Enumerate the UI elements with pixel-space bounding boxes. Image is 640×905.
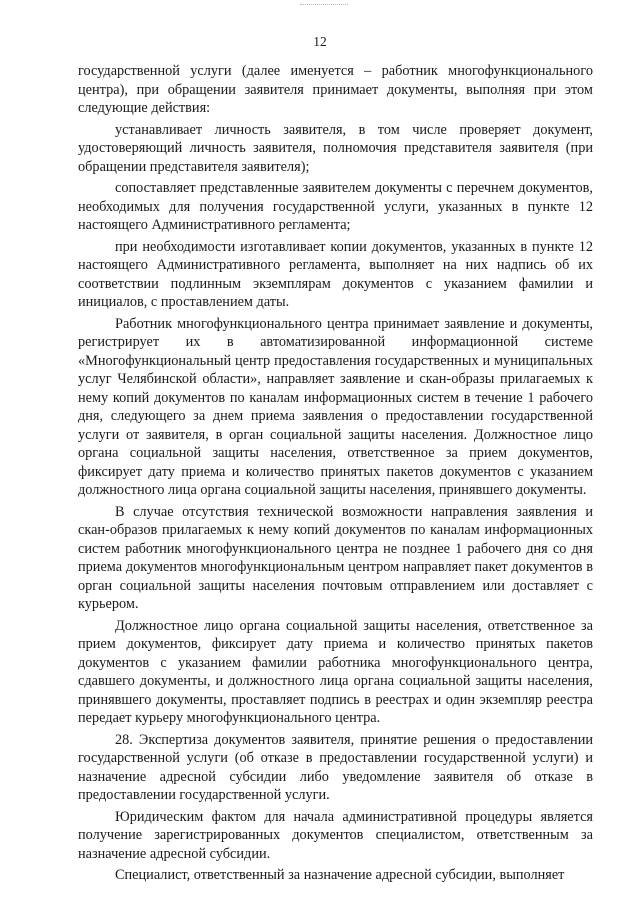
- scan-artifact: [300, 4, 348, 9]
- paragraph-official-records: Должностное лицо органа социальной защиты населения, ответственное за прием документов, фиксирует дату приема и количество принятых пакетов документов с указанием фамилии работника многофункционального центра, сдавшего документы, и должностного лица органа социальной защиты населения, принявшего документы, проставляет подпись в реестрах и один экземпляр реестра передает курьеру многофункционального центра.: [78, 617, 593, 726]
- paragraph-identity-check: устанавливает личность заявителя, в том числе проверяет документ, удостоверяющий личность заявителя, полномочия представителя заявителя (при обращении представителя заявителя);: [78, 121, 593, 175]
- paragraph-specialist: Специалист, ответственный за назначение адресной субсидии, выполняет: [115, 867, 565, 883]
- page-number: 12: [313, 34, 327, 49]
- paragraph-section-28: 28. Экспертиза документов заявителя, принятие решения о предоставлении государственной услуги (об отказе в предоставлении государственной услуги) и назначение адресной субсидии либо уведомление заявителя об отказе в предоставлении государственной услуги.: [78, 731, 593, 803]
- paragraph-legal-fact: Юридическим фактом для начала административной процедуры является получение зарегистрированных документов специалистом, ответственным за назначение адресной субсидии.: [78, 808, 593, 862]
- paragraph-make-copies: при необходимости изготавливает копии документов, указанных в пункте 12 настоящего Административного регламента, выполняет на них надпись об их соответствии подлинным экземплярам документов с указанием фамилии и инициалов, с проставлением даты.: [78, 238, 593, 310]
- document-body: [78, 62, 593, 888]
- paragraph-compare-documents: сопоставляет представленные заявителем документы с перечнем документов, необходимых для получения государственной услуги, указанных в пункте 12 настоящего Административного регламента;: [78, 180, 593, 233]
- paragraph-no-technical-possibility: В случае отсутствия технической возможности направления заявления и скан-образов прилагаемых к нему копий документов по каналам информационных систем работник многофункционального центра не позднее 1 рабочего дня со дня приема документов многофункциональным центром направляет пакет документов в орган социальной защиты населения почтовым отправлением или доставляет с курьером.: [78, 503, 593, 612]
- paragraph-mfc-registration: Работник многофункционального центра принимает заявление и документы, регистрирует их в автоматизированной информационной системе «Многофункциональный центр предоставления государственных и муниципальных услуг Челябинской области», направляет заявление и скан-образы прилагаемых к нему копий документов по каналам информационных систем в течение 1 рабочего дня, следующего за днем приема заявления о предоставлении государственной услуги от заявителя, в орган социальной защиты населения. Должностное лицо органа социальной защиты населения, ответственное за прием документов, фиксирует дату приема и количество принятых пакетов документов с указанием должностного лица органа социальной защиты населения, принявшего документы.: [78, 315, 593, 498]
- paragraph-continuation: государственной услуги (далее именуется – работник многофункционального центра), при обращении заявителя принимает документы, выполняя при этом следующие действия:: [78, 63, 593, 116]
